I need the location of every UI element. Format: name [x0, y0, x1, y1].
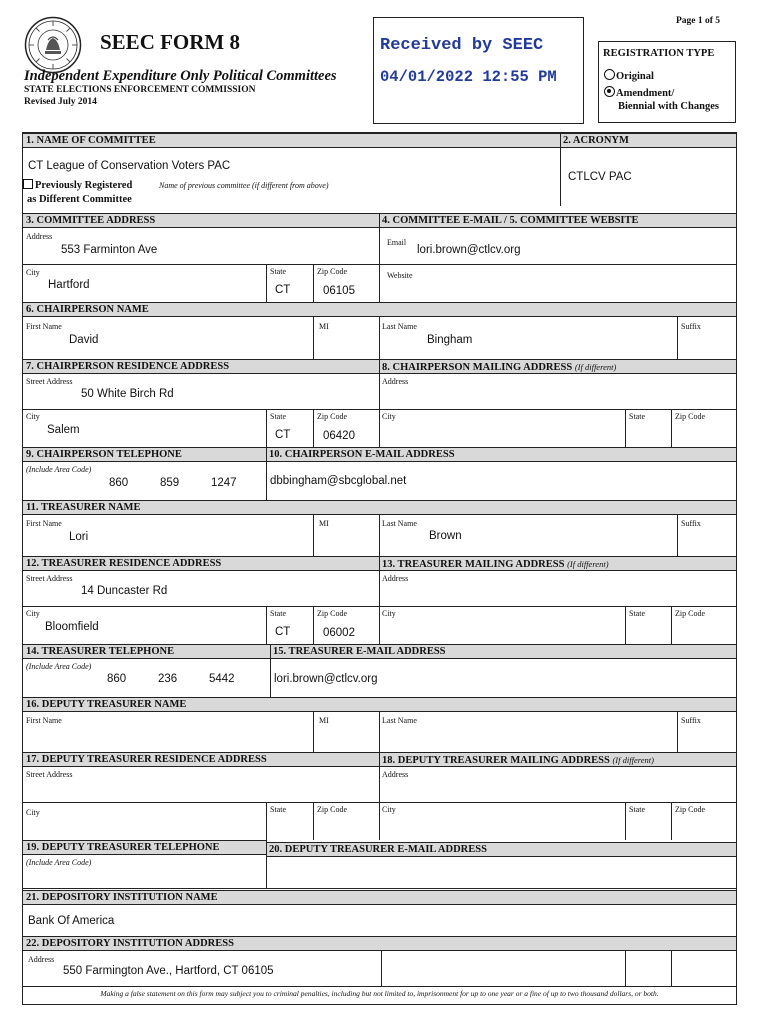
area-code-note: (Include Area Code) — [26, 858, 92, 867]
chair-email-field[interactable]: dbbingham@sbcglobal.net — [270, 475, 407, 487]
zip-label: Zip Code — [317, 609, 347, 618]
first-name-label: First Name — [26, 322, 62, 331]
state-label: State — [270, 805, 286, 814]
false-statement-warning: Making a false statement on this form may subject you to criminal penalties, including but not limited to, imprisonment for up to one year or a fine of up to two thousand dollars, or both. — [100, 989, 659, 998]
first-name-label: First Name — [26, 519, 62, 528]
section-20-header: 20. DEPUTY TREASURER E-MAIL ADDRESS — [266, 842, 736, 857]
city-label: City — [26, 808, 40, 817]
committee-name-field[interactable]: CT League of Conservation Voters PAC — [28, 160, 231, 172]
section-4-header: 4. COMMITTEE E-MAIL / 5. COMMITTEE WEBSITE — [379, 213, 736, 228]
form-title: SEEC FORM 8 — [100, 30, 241, 54]
mailing-address-label: Address — [382, 574, 409, 583]
chair-phone-area[interactable]: 860 — [109, 477, 129, 489]
mi-label: MI — [319, 322, 329, 331]
section-7-header: 7. CHAIRPERSON RESIDENCE ADDRESS — [23, 359, 379, 374]
treasurer-zip-field[interactable]: 06002 — [323, 627, 355, 639]
section-13-note: (If different) — [567, 559, 609, 569]
registration-original-option[interactable] — [604, 69, 654, 82]
section-19-header: 19. DEPUTY TREASURER TELEPHONE — [23, 840, 266, 855]
last-name-label: Last Name — [382, 519, 417, 528]
previously-registered-label-2: as Different Committee — [27, 194, 132, 205]
treasurer-city-field[interactable]: Bloomfield — [45, 621, 99, 633]
registration-amendment-option[interactable] — [604, 86, 674, 99]
mi-label: MI — [319, 519, 329, 528]
checkbox-icon[interactable] — [23, 179, 33, 189]
street-address-label: Street Address — [26, 574, 73, 583]
chair-state-field[interactable]: CT — [275, 429, 291, 441]
section-3-header: 3. COMMITTEE ADDRESS — [23, 213, 379, 228]
section-18-note: (If different) — [612, 755, 654, 765]
suffix-label: Suffix — [681, 519, 701, 528]
chair-last-name-field[interactable]: Bingham — [427, 334, 473, 346]
registration-amendment-label: Amendment/ — [616, 88, 675, 99]
registration-type-box — [598, 41, 736, 123]
mailing-city-label: City — [382, 805, 396, 814]
agency-name: STATE ELECTIONS ENFORCEMENT COMMISSION — [24, 85, 256, 95]
section-6-header: 6. CHAIRPERSON NAME — [23, 302, 736, 317]
mailing-zip-label: Zip Code — [675, 609, 705, 618]
area-code-note: (Include Area Code) — [26, 662, 92, 671]
depository-address-field[interactable]: 550 Farmington Ave., Hartford, CT 06105 — [63, 965, 274, 977]
section-12-header: 12. TREASURER RESIDENCE ADDRESS — [23, 556, 379, 571]
mailing-state-label: State — [629, 805, 645, 814]
section-21-header: 21. DEPOSITORY INSTITUTION NAME — [23, 890, 736, 905]
radio-original-icon[interactable] — [604, 69, 615, 80]
committee-state-field[interactable]: CT — [275, 284, 291, 296]
section-8-title: 8. CHAIRPERSON MAILING ADDRESS — [382, 362, 573, 373]
city-label: City — [26, 268, 40, 277]
section-22-header: 22. DEPOSITORY INSTITUTION ADDRESS — [23, 936, 736, 951]
committee-zip-field[interactable]: 06105 — [323, 285, 355, 297]
mailing-zip-label: Zip Code — [675, 805, 705, 814]
section-8-header — [379, 359, 736, 374]
previously-registered-checkbox[interactable] — [23, 179, 132, 191]
revised-date: Revised July 2014 — [24, 97, 97, 107]
section-10-header: 10. CHAIRPERSON E-MAIL ADDRESS — [266, 447, 736, 462]
section-15-header: 15. TREASURER E-MAIL ADDRESS — [270, 644, 736, 659]
mi-label: MI — [319, 716, 329, 725]
street-address-label: Street Address — [26, 377, 73, 386]
section-13-title: 13. TREASURER MAILING ADDRESS — [382, 559, 565, 570]
committee-email-field[interactable]: lori.brown@ctlcv.org — [417, 244, 521, 256]
treasurer-phone-area[interactable]: 860 — [107, 673, 127, 685]
chair-first-name-field[interactable]: David — [69, 334, 99, 346]
section-11-header: 11. TREASURER NAME — [23, 500, 736, 515]
chair-street-field[interactable]: 50 White Birch Rd — [81, 388, 174, 400]
mailing-city-label: City — [382, 412, 396, 421]
state-label: State — [270, 267, 286, 276]
zip-label: Zip Code — [317, 267, 347, 276]
acronym-field[interactable]: CTLCV PAC — [568, 171, 632, 183]
email-label: Email — [387, 238, 407, 247]
form-body — [22, 132, 737, 1005]
section-18-header — [379, 752, 736, 767]
mailing-address-label: Address — [382, 770, 409, 779]
treasurer-email-field[interactable]: lori.brown@ctlcv.org — [274, 673, 378, 685]
last-name-label: Last Name — [382, 716, 417, 725]
last-name-label: Last Name — [382, 322, 417, 331]
treasurer-phone-line[interactable]: 5442 — [209, 673, 235, 685]
received-stamp — [373, 17, 584, 124]
first-name-label: First Name — [26, 716, 62, 725]
registration-biennial-label: Biennial with Changes — [618, 101, 719, 112]
section-18-title: 18. DEPUTY TREASURER MAILING ADDRESS — [382, 755, 610, 766]
mailing-state-label: State — [629, 412, 645, 421]
registration-original-label: Original — [616, 71, 654, 82]
suffix-label: Suffix — [681, 716, 701, 725]
previous-name-hint: Name of previous committee (if different from above) — [159, 181, 329, 190]
previously-registered-label: Previously Registered — [35, 180, 133, 191]
section-14-header: 14. TREASURER TELEPHONE — [23, 644, 270, 659]
treasurer-phone-prefix[interactable]: 236 — [158, 673, 178, 685]
treasurer-first-name-field[interactable]: Lori — [69, 531, 89, 543]
section-1-header: 1. NAME OF COMMITTEE — [23, 133, 560, 148]
address-label: Address — [26, 232, 53, 241]
committee-city-field[interactable]: Hartford — [48, 279, 90, 291]
area-code-note: (Include Area Code) — [26, 465, 92, 474]
website-label: Website — [387, 271, 413, 280]
chair-phone-prefix[interactable]: 859 — [160, 477, 180, 489]
form-subtitle: Independent Expenditure Only Political Committees — [24, 68, 337, 84]
section-16-header: 16. DEPUTY TREASURER NAME — [23, 697, 736, 712]
registration-type-label: REGISTRATION TYPE — [603, 48, 715, 59]
treasurer-state-field[interactable]: CT — [275, 626, 291, 638]
section-2-header: 2. ACRONYM — [560, 133, 736, 148]
section-13-header — [379, 556, 736, 571]
zip-label: Zip Code — [317, 805, 347, 814]
treasurer-last-name-field[interactable]: Brown — [429, 530, 462, 542]
radio-amendment-icon[interactable] — [604, 86, 615, 97]
chair-city-field[interactable]: Salem — [47, 424, 80, 436]
seal-logo — [24, 16, 82, 74]
mailing-state-label: State — [629, 609, 645, 618]
mailing-city-label: City — [382, 609, 396, 618]
state-label: State — [270, 609, 286, 618]
treasurer-street-field[interactable]: 14 Duncaster Rd — [81, 585, 168, 597]
stamp-timestamp: 04/01/2022 12:55 PM — [380, 68, 557, 86]
chair-zip-field[interactable]: 06420 — [323, 430, 355, 442]
mailing-address-label: Address — [382, 377, 409, 386]
city-label: City — [26, 609, 40, 618]
stamp-received-text: Received by SEEC — [380, 36, 544, 55]
street-address-label: Street Address — [26, 770, 73, 779]
suffix-label: Suffix — [681, 322, 701, 331]
zip-label: Zip Code — [317, 412, 347, 421]
chair-phone-line[interactable]: 1247 — [211, 477, 237, 489]
section-8-note: (If different) — [574, 362, 617, 372]
committee-address-field[interactable]: 553 Farminton Ave — [61, 244, 158, 256]
state-label: State — [270, 412, 286, 421]
section-17-header: 17. DEPUTY TREASURER RESIDENCE ADDRESS — [23, 752, 379, 767]
page-number: Page 1 of 5 — [676, 16, 721, 26]
section-9-header: 9. CHAIRPERSON TELEPHONE — [23, 447, 266, 462]
address-label: Address — [28, 955, 55, 964]
depository-name-field[interactable]: Bank Of America — [28, 915, 115, 927]
mailing-zip-label: Zip Code — [675, 412, 705, 421]
city-label: City — [26, 412, 40, 421]
